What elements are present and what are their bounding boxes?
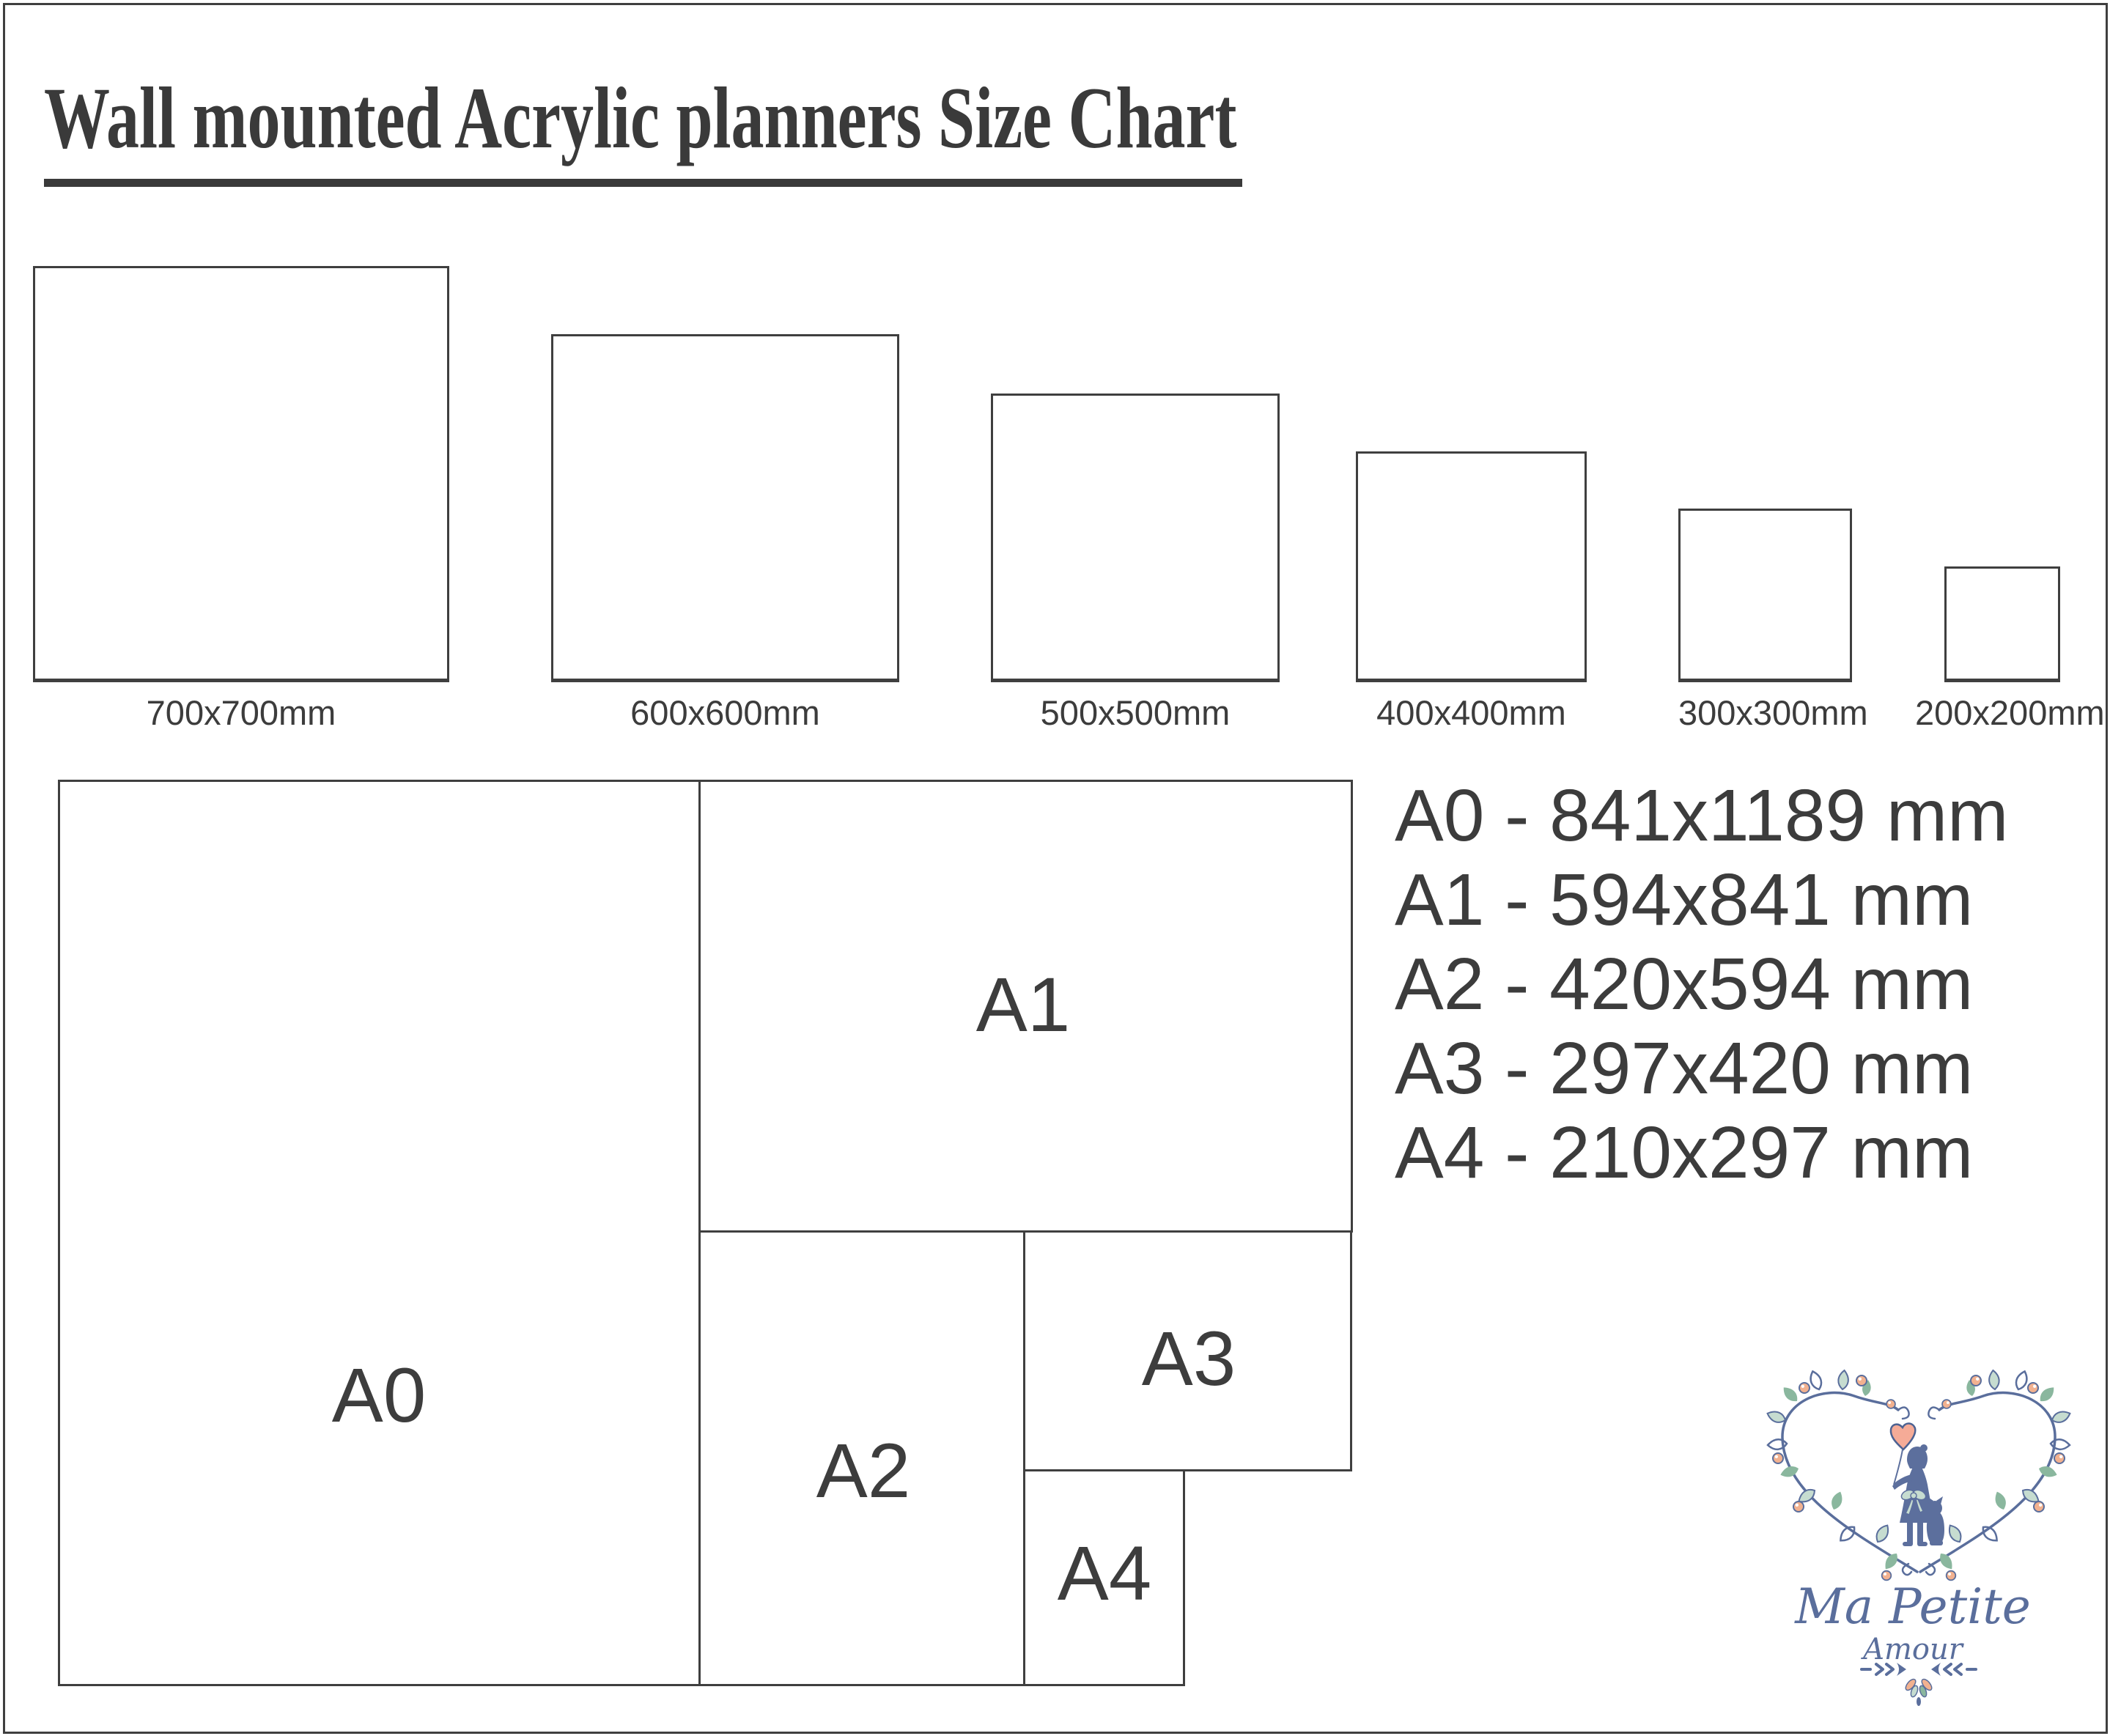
- size-square-600x600: [551, 334, 899, 682]
- square-label-200: 200x200mm: [1915, 693, 2105, 732]
- size-square-700x700: [33, 266, 449, 682]
- size-square-400x400: [1356, 451, 1587, 682]
- square-label-300: 300x300mm: [1678, 693, 1868, 732]
- size-list-item-a3: A3 - 297x420 mm: [1395, 1027, 1974, 1109]
- size-list: [1395, 774, 2008, 1195]
- dog-icon: [1927, 1496, 1944, 1545]
- page-title: Wall mounted Acrylic planners Size Chart: [44, 63, 1242, 187]
- size-list-item-a0: A0 - 841x1189 mm: [1395, 775, 2009, 857]
- size-square-200x200: [1944, 566, 2060, 682]
- square-label-500: 500x500mm: [1040, 693, 1231, 732]
- heart-balloon-icon: [1891, 1423, 1915, 1449]
- logo-subtitle: Amour: [1863, 1633, 1963, 1666]
- size-list-item-a2: A2 - 420x594 mm: [1395, 943, 1974, 1025]
- brand-logo: [1752, 1362, 2074, 1728]
- rect-a0: [58, 780, 701, 1686]
- rect-a4-label: A4: [1057, 1531, 1152, 1617]
- rect-a3-label: A3: [1141, 1316, 1236, 1402]
- arrow-flourish-icon: [1862, 1663, 1976, 1706]
- size-list-item-a1: A1 - 594x841 mm: [1395, 859, 1974, 941]
- size-list-item-a4: A4 - 210x297 mm: [1395, 1112, 1974, 1194]
- square-label-400: 400x400mm: [1376, 693, 1566, 732]
- logo-name: Ma Petite: [1795, 1578, 2031, 1635]
- square-label-700: 700x700mm: [146, 693, 336, 732]
- heart-wreath-icon: [1752, 1362, 2074, 1728]
- rect-a0-label: A0: [331, 1353, 427, 1438]
- girl-with-balloon-and-dog-icon: [1891, 1423, 1944, 1546]
- rect-a1-label: A1: [975, 962, 1071, 1048]
- square-label-600: 600x600mm: [630, 693, 820, 732]
- rect-a2-label: A2: [816, 1428, 911, 1514]
- size-square-300x300: [1678, 509, 1852, 682]
- size-square-500x500: [991, 394, 1280, 682]
